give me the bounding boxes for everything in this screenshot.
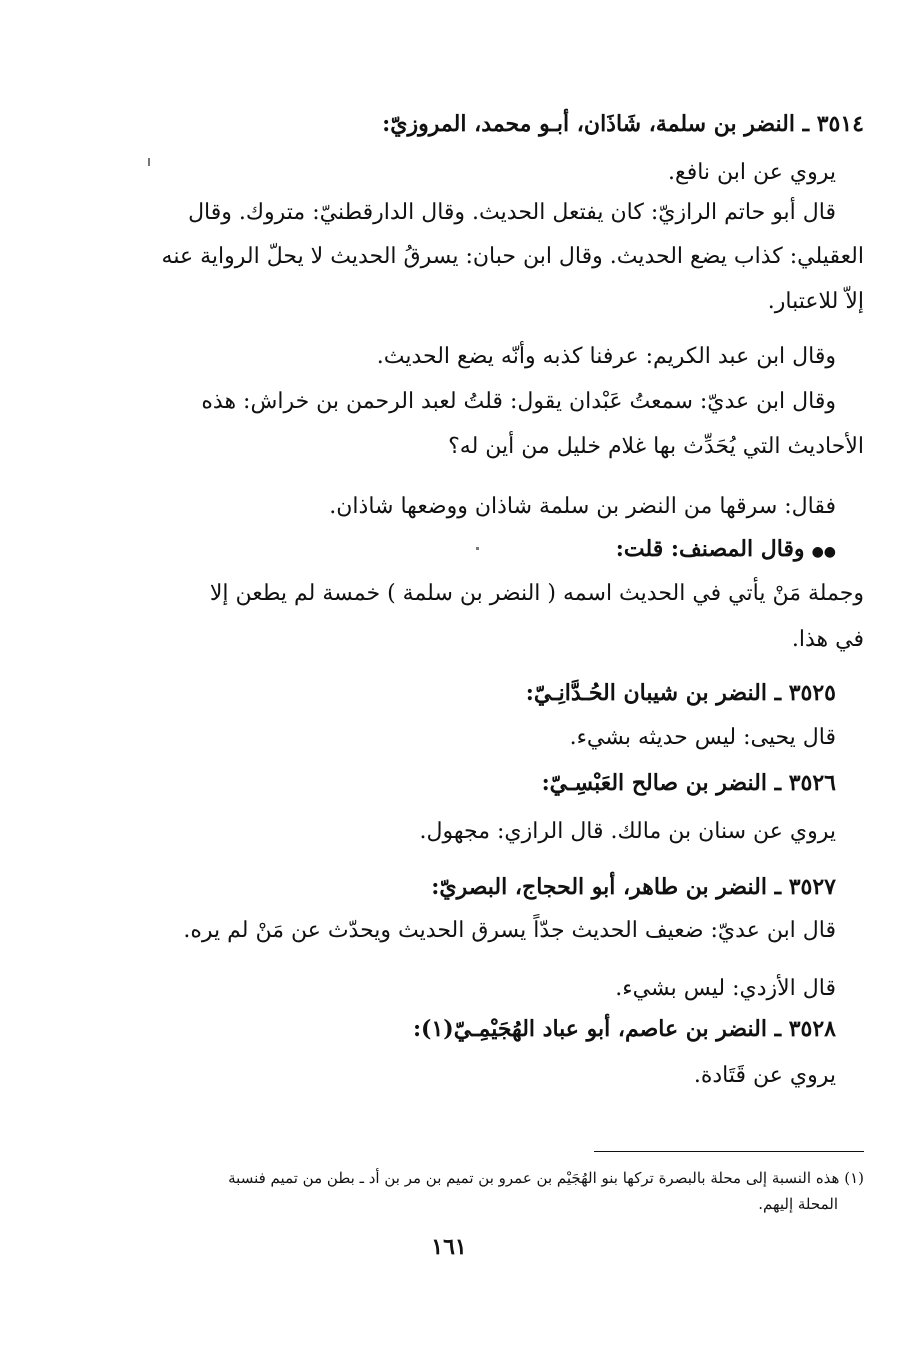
author-note-marker: ●● <box>811 544 836 560</box>
entry-heading-3528: ٣٥٢٨ ـ النضر بن عاصم، أبو عباد الهُجَيْمِـيّ(١): <box>412 1016 836 1042</box>
scan-mark <box>476 547 479 550</box>
entry-text: وقال ابن عديّ: سمعتُ عَبْدان يقول: قلتُ لعبد الرحمن بن خراش: هذه <box>201 389 836 414</box>
footnote-divider <box>594 1151 864 1152</box>
entry-text: قال ابن عديّ: ضعيف الحديث جدّاً يسرق الحديث ويحدّث عن مَنْ لم يره. <box>183 918 836 943</box>
entry-text: وجملة مَنْ يأتي في الحديث اسمه ( النضر بن سلمة ) خمسة لم يطعن إلا <box>209 581 864 606</box>
entry-text: قال الأزدي: ليس بشيء. <box>615 976 836 1001</box>
entry-text: يروي عن ابن نافع. <box>668 160 836 185</box>
scan-mark <box>148 158 150 166</box>
page-number: ١٦١ <box>431 1234 467 1260</box>
entry-text: يروي عن قَتَادة. <box>693 1063 836 1088</box>
entry-text: إلاّ للاعتبار. <box>767 289 864 314</box>
author-note <box>34 532 836 569</box>
entry-heading-3527: ٣٥٢٧ ـ النضر بن طاهر، أبو الحجاج، البصريّ: <box>431 874 836 900</box>
entry-text: في هذا. <box>791 627 864 652</box>
entry-text: قال يحيى: ليس حديثه بشيء. <box>569 725 836 750</box>
entry-heading-3525: ٣٥٢٥ ـ النضر بن شيبان الحُـدَّانِـيّ: <box>525 680 836 706</box>
footnote-line: (١) هذه النسبة إلى محلة بالبصرة تركها بنو الهُجَيْم بن عمرو بن تميم بن مر بن أد ـ بطن من تميم فنسبة <box>228 1169 864 1187</box>
entry-text: العقيلي: كذاب يضع الحديث. وقال ابن حبان: يسرقُ الحديث لا يحلّ الرواية عنه <box>161 244 864 269</box>
entry-heading-3514: ٣٥١٤ ـ النضر بن سلمة، شَاذَان، أبـو محمد، المروزيّ: <box>382 111 864 137</box>
entry-text: الأحاديث التي يُحَدِّث بها غلام خليل من أين له؟ <box>448 434 864 459</box>
footnote-line: المحلة إليهم. <box>758 1195 838 1213</box>
entry-text: يروي عن سنان بن مالك. قال الرازي: مجهول. <box>419 819 836 844</box>
entry-text: قال أبو حاتم الرازيّ: كان يفتعل الحديث. وقال الدارقطنيّ: متروك. وقال <box>188 200 836 225</box>
entry-text: فقال: سرقها من النضر بن سلمة شاذان ووضعها شاذان. <box>329 494 836 519</box>
entry-heading-3526: ٣٥٢٦ ـ النضر بن صالح العَبْسِـيّ: <box>541 770 836 796</box>
entry-text: وقال ابن عبد الكريم: عرفنا كذبه وأنّه يضع الحديث. <box>376 344 836 369</box>
author-note-label: وقال المصنف: قلت: <box>615 536 805 562</box>
